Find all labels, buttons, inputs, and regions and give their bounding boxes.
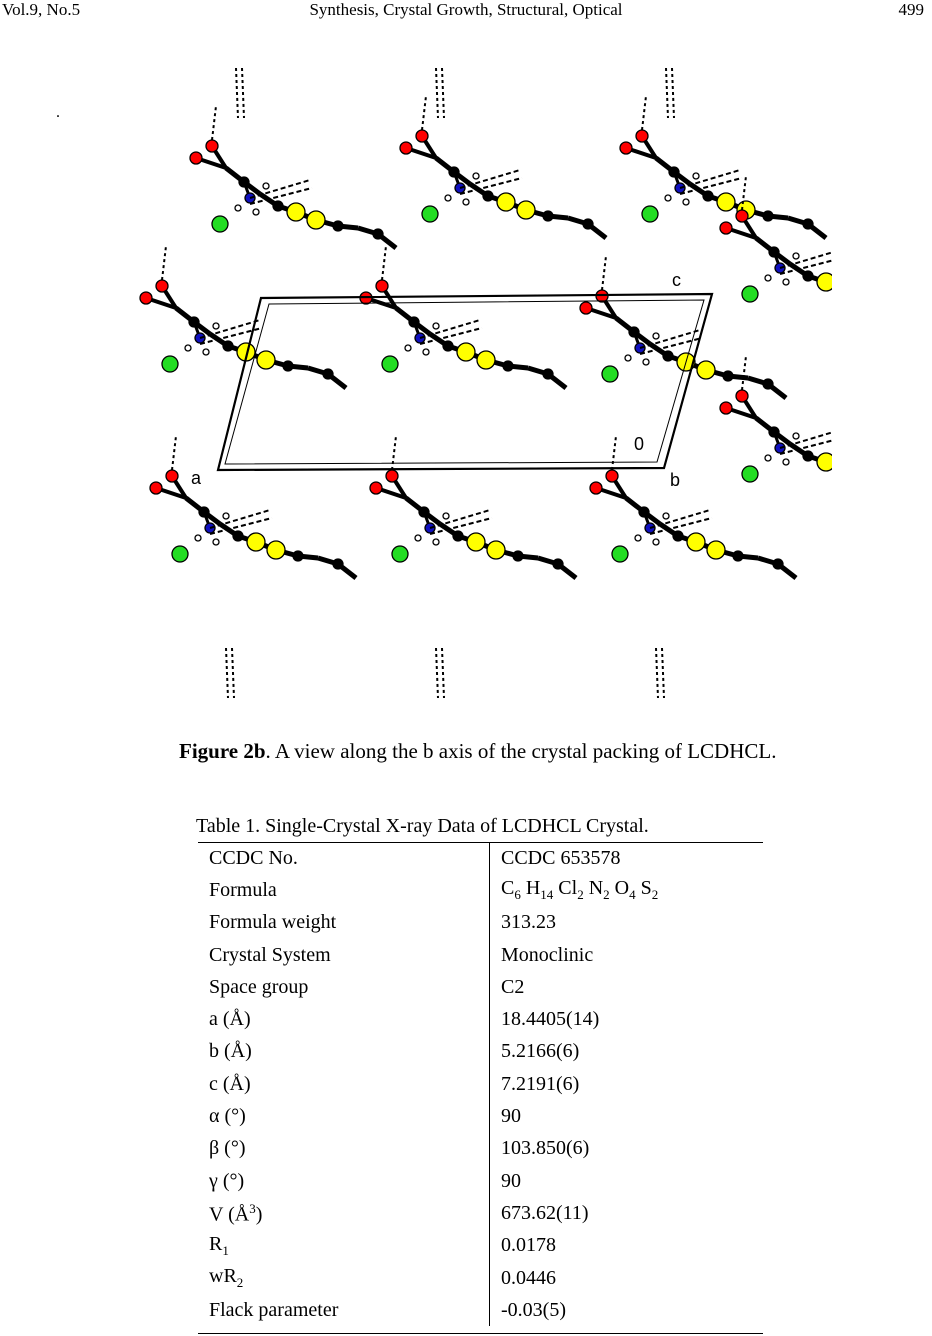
- carbon-atom: [639, 507, 649, 517]
- param-cell: β (°): [209, 1137, 246, 1160]
- carbon-atom: [483, 191, 493, 201]
- sulfur-atom: [267, 541, 285, 559]
- hydrogen-bond: [242, 68, 244, 118]
- carbon-atom: [553, 559, 563, 569]
- hydrogen-bond: [442, 68, 444, 118]
- table-bottom-rule: [198, 1333, 763, 1334]
- chlorine-atom: [422, 206, 438, 222]
- hydrogen-atom: [185, 345, 191, 351]
- sulfur-atom: [517, 201, 535, 219]
- oxygen-atom: [386, 470, 398, 482]
- molecule-layer: [140, 68, 832, 698]
- crystal-data-table: [198, 842, 763, 1326]
- carbon-atom: [443, 341, 453, 351]
- hydrogen-bond: [232, 648, 234, 698]
- sulfur-atom: [467, 533, 485, 551]
- hydrogen-bond: [672, 68, 674, 118]
- oxygen-atom: [166, 470, 178, 482]
- hydrogen-bond: [650, 510, 710, 528]
- table-title: Table 1. Single-Crystal X-ray Data of LCDHCL Crystal.: [196, 815, 649, 837]
- table-row: [198, 1100, 763, 1132]
- carbon-atom: [663, 351, 673, 361]
- chlorine-atom: [602, 366, 618, 382]
- table-row: [198, 1133, 763, 1165]
- param-cell: Space group: [209, 975, 309, 998]
- stray-mark: .: [56, 104, 60, 121]
- carbon-atom: [223, 341, 233, 351]
- chlorine-atom: [382, 356, 398, 372]
- oxygen-atom: [370, 482, 382, 494]
- oxygen-atom: [140, 292, 152, 304]
- hydrogen-bond: [780, 250, 832, 268]
- carbon-atom: [803, 451, 813, 461]
- value-cell: 0.0178: [490, 1230, 764, 1262]
- carbon-atom: [773, 559, 783, 569]
- value-cell: Monoclinic: [490, 939, 764, 971]
- value-cell: C2: [490, 971, 764, 1003]
- carbon-atom: [543, 211, 553, 221]
- param-cell: γ (°): [209, 1169, 245, 1192]
- sulfur-atom: [307, 211, 325, 229]
- axis-label-origin: 0: [634, 434, 645, 454]
- hydrogen-atom: [203, 349, 209, 355]
- carbon-atom: [199, 507, 209, 517]
- table-row: [198, 1294, 763, 1326]
- param-cell: α (°): [209, 1105, 246, 1128]
- hydrogen-atom: [625, 355, 631, 361]
- value-cell: 90: [490, 1165, 764, 1197]
- carbon-atom: [629, 327, 639, 337]
- carbon-atom: [189, 317, 199, 327]
- oxygen-atom: [150, 482, 162, 494]
- hydrogen-bond: [162, 246, 166, 280]
- carbon-atom: [233, 531, 243, 541]
- param-cell: $wR_2$: [209, 1265, 244, 1290]
- hydrogen-bond: [422, 96, 426, 130]
- hydrogen-bond: [420, 320, 480, 338]
- carbon-atom: [723, 371, 733, 381]
- hydrogen-atom: [213, 323, 219, 329]
- crystal-packing-diagram: [136, 58, 832, 698]
- sulfur-atom: [687, 533, 705, 551]
- value-cell: 313.23: [490, 907, 764, 939]
- hydrogen-bond: [742, 356, 746, 390]
- value-cell: 7.2191(6): [490, 1068, 764, 1100]
- oxygen-atom: [206, 140, 218, 152]
- hydrogen-bond: [172, 436, 176, 470]
- oxygen-atom: [156, 280, 168, 292]
- oxygen-atom: [720, 402, 732, 414]
- carbon-atom: [293, 551, 303, 561]
- hydrogen-bond: [392, 436, 396, 470]
- table-row: [198, 939, 763, 971]
- hydrogen-bond: [430, 510, 490, 528]
- hydrogen-bond: [250, 180, 310, 198]
- value-cell: 18.4405(14): [490, 1003, 764, 1035]
- carbon-atom: [513, 551, 523, 561]
- table-row: [198, 1230, 763, 1262]
- param-cell: c (Å): [209, 1072, 251, 1095]
- axis-label-b: b: [670, 470, 681, 490]
- running-header-title: Synthesis, Crystal Growth, Structural, Optical: [309, 0, 623, 19]
- carbon-atom: [333, 559, 343, 569]
- table-row: [198, 971, 763, 1003]
- hydrogen-atom: [405, 345, 411, 351]
- chlorine-atom: [392, 546, 408, 562]
- hydrogen-atom: [433, 539, 439, 545]
- table-row: [198, 907, 763, 939]
- carbon-atom: [583, 219, 593, 229]
- carbon-atom: [543, 369, 553, 379]
- chlorine-atom: [642, 206, 658, 222]
- unit-cell: [191, 270, 712, 490]
- carbon-atom: [273, 201, 283, 211]
- hydrogen-atom: [443, 513, 449, 519]
- param-cell: $R_1$: [209, 1232, 229, 1258]
- hydrogen-atom: [445, 195, 451, 201]
- carbon-atom: [703, 191, 713, 201]
- carbon-atom: [673, 531, 683, 541]
- value-cell: CCDC 653578: [490, 842, 764, 874]
- carbon-atom: [239, 177, 249, 187]
- oxygen-atom: [620, 142, 632, 154]
- param-cell: Formula weight: [209, 911, 337, 934]
- axis-label-a: a: [191, 468, 202, 488]
- param-cell: V $(Å^3)$: [209, 1200, 263, 1226]
- sulfur-atom: [257, 351, 275, 369]
- carbon-atom: [769, 427, 779, 437]
- hydrogen-atom: [463, 199, 469, 205]
- hydrogen-bond: [212, 106, 216, 140]
- hydrogen-atom: [235, 205, 241, 211]
- value-cell: 90: [490, 1100, 764, 1132]
- hydrogen-bond: [442, 648, 444, 698]
- value-cell: 673.62(11): [490, 1197, 764, 1229]
- oxygen-atom: [416, 130, 428, 142]
- table-row: [198, 1036, 763, 1068]
- value-cell: 0.0446: [490, 1262, 764, 1294]
- carbon-atom: [803, 271, 813, 281]
- param-cell: CCDC No.: [209, 846, 298, 869]
- hydrogen-atom: [663, 513, 669, 519]
- hydrogen-bond: [642, 96, 646, 130]
- carbon-atom: [323, 369, 333, 379]
- value-cell: $C_6$ $H_{14}$ $Cl_2$ $N_2$ $O_4$ $S_2$: [490, 874, 764, 906]
- hydrogen-bond: [602, 256, 606, 290]
- chlorine-atom: [162, 356, 178, 372]
- hydrogen-atom: [473, 173, 479, 179]
- hydrogen-bond: [382, 246, 386, 280]
- oxygen-atom: [606, 470, 618, 482]
- oxygen-atom: [590, 482, 602, 494]
- crystal-packing-figure: [136, 58, 832, 698]
- param-cell: b (Å): [209, 1040, 252, 1063]
- param-cell: Crystal System: [209, 943, 331, 966]
- hydrogen-bond: [226, 648, 228, 698]
- hydrogen-atom: [653, 333, 659, 339]
- oxygen-atom: [400, 142, 412, 154]
- hydrogen-atom: [433, 323, 439, 329]
- hydrogen-atom: [683, 199, 689, 205]
- carbon-atom: [763, 211, 773, 221]
- value-cell: 103.850(6): [490, 1133, 764, 1165]
- sulfur-atom: [697, 361, 715, 379]
- chlorine-atom: [212, 216, 228, 232]
- chlorine-atom: [742, 466, 758, 482]
- sulfur-atom: [487, 541, 505, 559]
- figure-label: Figure 2b: [179, 739, 266, 763]
- table-row: [198, 1068, 763, 1100]
- carbon-atom: [419, 507, 429, 517]
- axis-label-c: c: [672, 270, 681, 290]
- hydrogen-atom: [423, 349, 429, 355]
- sulfur-atom: [247, 533, 265, 551]
- sulfur-atom: [817, 453, 832, 471]
- table-row: [198, 1165, 763, 1197]
- table-row: [198, 1197, 763, 1229]
- sulfur-atom: [457, 343, 475, 361]
- param-cell: a (Å): [209, 1008, 251, 1031]
- hydrogen-atom: [765, 455, 771, 461]
- carbon-atom: [733, 551, 743, 561]
- table-row: [198, 842, 763, 874]
- hydrogen-atom: [213, 539, 219, 545]
- value-cell: -0.03(5): [490, 1294, 764, 1326]
- oxygen-atom: [376, 280, 388, 292]
- param-cell: Formula: [209, 878, 277, 901]
- chlorine-atom: [742, 286, 758, 302]
- oxygen-atom: [736, 390, 748, 402]
- carbon-atom: [283, 361, 293, 371]
- sulfur-atom: [717, 193, 735, 211]
- sulfur-atom: [477, 351, 495, 369]
- hydrogen-atom: [223, 513, 229, 519]
- figure-caption-text: . A view along the b axis of the crystal packing of LCDHCL.: [265, 739, 777, 763]
- carbon-atom: [453, 531, 463, 541]
- carbon-atom: [769, 247, 779, 257]
- hydrogen-bond: [612, 436, 616, 470]
- oxygen-atom: [720, 222, 732, 234]
- hydrogen-atom: [635, 535, 641, 541]
- hydrogen-bond: [780, 430, 832, 448]
- value-cell: 5.2166(6): [490, 1036, 764, 1068]
- sulfur-atom: [497, 193, 515, 211]
- hydrogen-atom: [665, 195, 671, 201]
- oxygen-atom: [736, 210, 748, 222]
- carbon-atom: [763, 379, 773, 389]
- hydrogen-bond: [666, 68, 668, 118]
- sulfur-atom: [287, 203, 305, 221]
- param-cell: Flack parameter: [209, 1298, 339, 1321]
- hydrogen-atom: [783, 279, 789, 285]
- oxygen-atom: [636, 130, 648, 142]
- chlorine-atom: [172, 546, 188, 562]
- carbon-atom: [409, 317, 419, 327]
- table-row: [198, 1003, 763, 1035]
- carbon-atom: [803, 219, 813, 229]
- page-number: 499: [898, 0, 924, 19]
- carbon-atom: [669, 167, 679, 177]
- hydrogen-atom: [263, 183, 269, 189]
- carbon-atom: [333, 221, 343, 231]
- hydrogen-bond: [680, 170, 740, 188]
- carbon-atom: [373, 229, 383, 239]
- hydrogen-atom: [195, 535, 201, 541]
- chlorine-atom: [612, 546, 628, 562]
- hydrogen-atom: [643, 359, 649, 365]
- hydrogen-atom: [653, 539, 659, 545]
- carbon-atom: [449, 167, 459, 177]
- hydrogen-atom: [793, 433, 799, 439]
- hydrogen-atom: [783, 459, 789, 465]
- carbon-atom: [503, 361, 513, 371]
- sulfur-atom: [707, 541, 725, 559]
- hydrogen-bond: [210, 510, 270, 528]
- hydrogen-atom: [415, 535, 421, 541]
- figure-caption: [179, 738, 776, 764]
- hydrogen-atom: [765, 275, 771, 281]
- sulfur-atom: [817, 273, 832, 291]
- table-row: [198, 1262, 763, 1294]
- oxygen-atom: [190, 152, 202, 164]
- hydrogen-bond: [436, 68, 438, 118]
- hydrogen-bond: [656, 648, 658, 698]
- hydrogen-atom: [253, 209, 259, 215]
- hydrogen-bond: [236, 68, 238, 118]
- table-row: [198, 874, 763, 906]
- oxygen-atom: [580, 302, 592, 314]
- hydrogen-bond: [436, 648, 438, 698]
- hydrogen-atom: [693, 173, 699, 179]
- running-header-volume: Vol.9, No.5: [2, 0, 81, 19]
- hydrogen-atom: [793, 253, 799, 259]
- hydrogen-bond: [662, 648, 664, 698]
- hydrogen-bond: [460, 170, 520, 188]
